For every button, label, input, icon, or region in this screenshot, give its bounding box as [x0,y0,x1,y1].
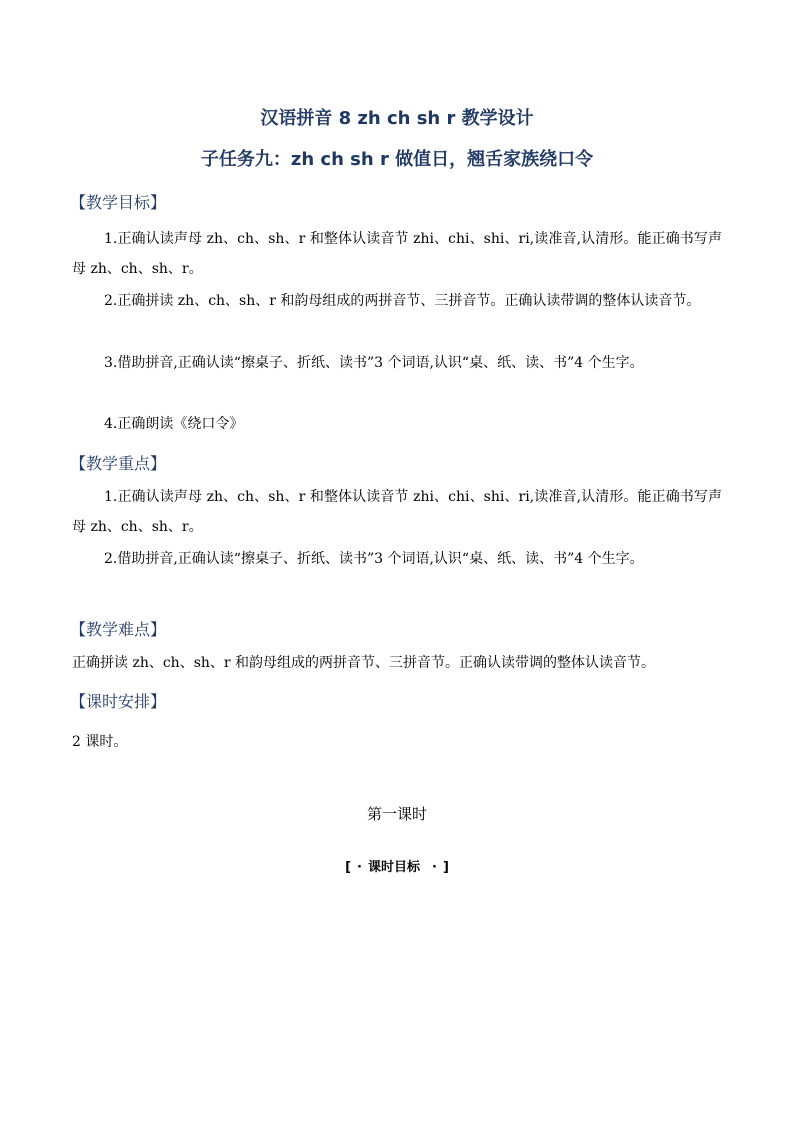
schedule-text: 2 课时。 [72,734,128,750]
lesson-goal-label: 课时目标 [367,860,420,875]
difficulties-text: 正确拼读 zh、ch、sh、r 和韵母组成的两拼音节、三拼音节。正确认读带调的整体认读音节。 [72,655,656,671]
lesson-goal-heading [0,856,794,875]
lesson-goal-dot-left: · [357,860,362,875]
lesson-title: 第一课时 [366,805,427,823]
key-point-item-2: 2.借助拼音,正确认读“擦桌子、折纸、读书”3 个词语,认识“桌、纸、读、书”4 个生字。 [104,551,644,567]
section-heading-difficulties: 【教学难点】 [70,620,167,639]
goal-item-3: 3.借助拼音,正确认读“擦桌子、折纸、读书”3 个词语,认识“桌、纸、读、书”4 个生字。 [104,355,644,371]
goal-item-2: 2.正确拼读 zh、ch、sh、r 和韵母组成的两拼音节、三拼音节。正确认读带调的整体认读音节。 [104,293,701,309]
lesson-goal-open-bracket: [ [345,860,352,875]
lesson-goal-dot-right: · [432,860,437,875]
document-subtitle: 子任务九：zh ch sh r 做值日，翘舌家族绕口令 [200,149,594,170]
document-title: 汉语拼音 8 zh ch sh r 教学设计 [260,108,534,129]
section-heading-key-points: 【教学重点】 [70,454,167,473]
section-heading-goals: 【教学目标】 [70,193,167,212]
key-point-item-1: 1.正确认读声母 zh、ch、sh、r 和整体认读音节 zhi、chi、shi、ri,读准音,认清形。能正确书写声母 zh、ch、sh、r。 [72,489,722,535]
lesson-goal-close-bracket: ] [442,860,449,875]
goal-item-1: 1.正确认读声母 zh、ch、sh、r 和整体认读音节 zhi、chi、shi、ri,读准音,认清形。能正确书写声母 zh、ch、sh、r。 [72,231,722,277]
section-heading-schedule: 【课时安排】 [70,692,167,711]
goal-item-4: 4.正确朗读《绕口令》 [104,416,244,432]
